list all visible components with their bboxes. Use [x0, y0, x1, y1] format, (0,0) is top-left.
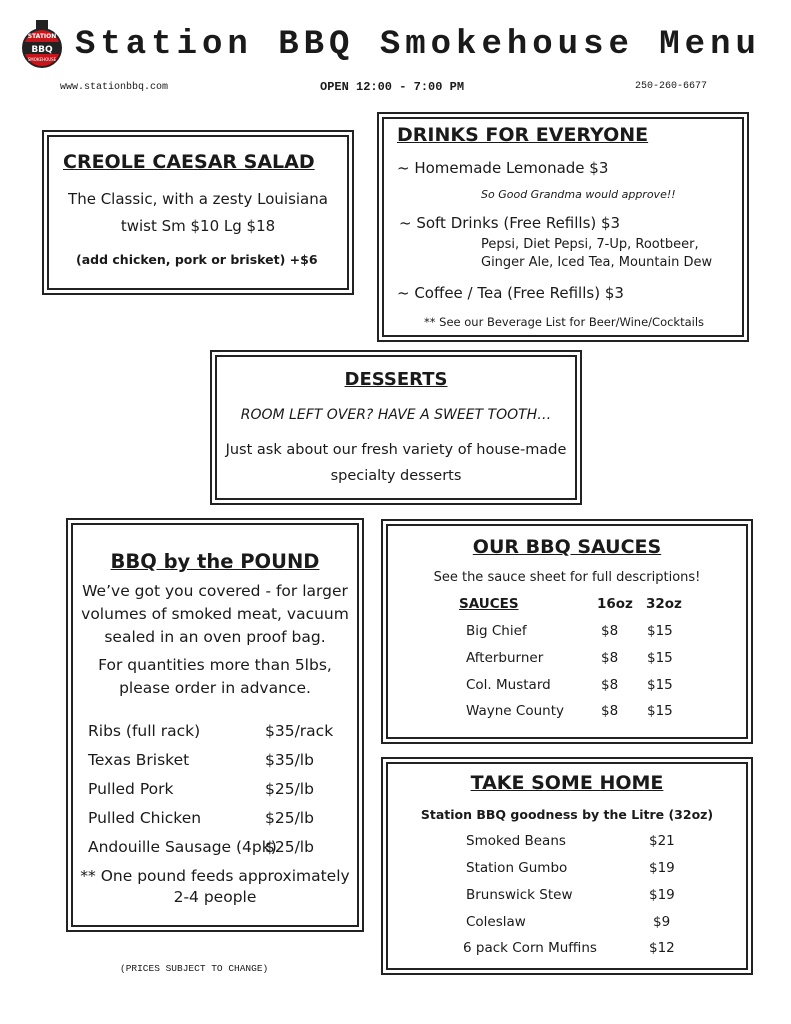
sauces-col-name: SAUCES: [459, 596, 519, 612]
pound-item-price: $35/rack: [265, 722, 334, 740]
pound-advance1: For quantities more than 5lbs,: [98, 656, 332, 674]
logo-text-top: STATION: [27, 33, 57, 40]
pound-item-price: $25/lb: [265, 838, 314, 856]
caesar-heading: CREOLE CAESAR SALAD: [63, 151, 315, 173]
desserts-heading: DESSERTS: [344, 369, 448, 390]
drinks-lemonade: ~ Homemade Lemonade $3: [397, 159, 609, 177]
sauce-name: Big Chief: [466, 623, 527, 639]
logo-text-bot: SMOKEHOUSE: [27, 57, 57, 62]
caesar-addon: (add chicken, pork or brisket) +$6: [76, 252, 318, 267]
desserts-desc-line1: Just ask about our fresh variety of house-made: [225, 442, 567, 458]
sauces-heading: OUR BBQ SAUCES: [472, 536, 662, 558]
phone-number[interactable]: 250-260-6677: [635, 81, 708, 92]
pound-item-name: Ribs (full rack): [88, 722, 201, 740]
opening-hours: OPEN 12:00 - 7:00 PM: [320, 80, 465, 94]
sauces-col-32oz: 32oz: [646, 596, 682, 612]
sauce-name: Afterburner: [466, 650, 544, 666]
sauce-price-16oz: $8: [601, 623, 619, 639]
sauce-price-16oz: $8: [601, 650, 619, 666]
prices-note: (PRICES SUBJECT TO CHANGE): [120, 963, 269, 974]
pound-advance2: please order in advance.: [119, 679, 311, 697]
bbq-pound-box: [66, 518, 364, 932]
pound-intro3: sealed in an oven proof bag.: [104, 628, 326, 646]
home-heading: TAKE SOME HOME: [470, 772, 664, 794]
pound-item-name: Texas Brisket: [88, 751, 190, 769]
home-subtitle: Station BBQ goodness by the Litre (32oz): [420, 807, 714, 822]
pound-item-name: Andouille Sausage (4pk): [88, 838, 277, 856]
home-item-name: 6 pack Corn Muffins: [463, 940, 597, 956]
home-item-price: $12: [649, 940, 675, 956]
home-item-price: $19: [649, 860, 675, 876]
sauce-price-32oz: $15: [647, 703, 673, 719]
pound-item-name: Pulled Chicken: [88, 809, 202, 827]
home-item-price: $21: [649, 833, 675, 849]
sauce-price-16oz: $8: [601, 677, 619, 693]
pound-feeds2: 2-4 people: [173, 888, 257, 906]
drinks-soft-list2: Ginger Ale, Iced Tea, Mountain Dew: [481, 255, 713, 270]
sauce-price-32oz: $15: [647, 650, 673, 666]
drinks-heading: DRINKS FOR EVERYONE: [397, 124, 649, 146]
drinks-coffee: ~ Coffee / Tea (Free Refills) $3: [397, 284, 624, 302]
logo-text-mid: BBQ: [31, 45, 53, 55]
home-item-name: Smoked Beans: [466, 833, 566, 849]
pound-item-name: Pulled Pork: [88, 780, 174, 798]
home-item-name: Brunswick Stew: [466, 887, 573, 903]
sauce-price-32oz: $15: [647, 677, 673, 693]
caesar-desc-line1: The Classic, with a zesty Louisiana: [68, 190, 328, 208]
sauce-name: Col. Mustard: [466, 677, 551, 693]
home-item-price: $19: [649, 887, 675, 903]
pound-item-price: $35/lb: [265, 751, 314, 769]
pound-intro2: volumes of smoked meat, vacuum: [81, 605, 349, 623]
sauce-name: Wayne County: [466, 703, 564, 719]
pound-intro1: We’ve got you covered - for larger: [82, 582, 348, 600]
sauce-price-16oz: $8: [601, 703, 619, 719]
drinks-soft: ~ Soft Drinks (Free Refills) $3: [399, 214, 621, 232]
caesar-desc-line2: twist Sm $10 Lg $18: [120, 217, 276, 235]
sauce-price-32oz: $15: [647, 623, 673, 639]
caesar-salad-box: [42, 130, 354, 295]
pound-item-price: $25/lb: [265, 809, 314, 827]
page-title: Station BBQ Smokehouse Menu: [75, 26, 761, 64]
sauces-subtitle: See the sauce sheet for full descriptions!: [433, 570, 701, 585]
drinks-soft-list1: Pepsi, Diet Pepsi, 7-Up, Rootbeer,: [481, 237, 699, 252]
station-bbq-logo: [22, 18, 62, 70]
home-item-name: Coleslaw: [466, 914, 526, 930]
pound-item-price: $25/lb: [265, 780, 314, 798]
take-home-box: [381, 757, 753, 975]
desserts-desc-line2: specialty desserts: [330, 468, 462, 484]
drinks-lemonade-note: So Good Grandma would approve!!: [481, 188, 676, 201]
desserts-box: [210, 350, 582, 505]
home-item-name: Station Gumbo: [466, 860, 568, 876]
home-item-price: $9: [653, 914, 671, 930]
website-link[interactable]: www.stationbbq.com: [60, 82, 169, 93]
drinks-beverage-note: ** See our Beverage List for Beer/Wine/Cocktails: [424, 315, 705, 329]
sauces-col-16oz: 16oz: [597, 596, 633, 612]
desserts-tagline: ROOM LEFT OVER? HAVE A SWEET TOOTH…: [240, 407, 552, 423]
drinks-box: [377, 112, 749, 342]
pound-heading: BBQ by the POUND: [110, 550, 320, 573]
pound-feeds1: ** One pound feeds approximately: [80, 867, 350, 885]
bbq-sauces-box: [381, 519, 753, 744]
